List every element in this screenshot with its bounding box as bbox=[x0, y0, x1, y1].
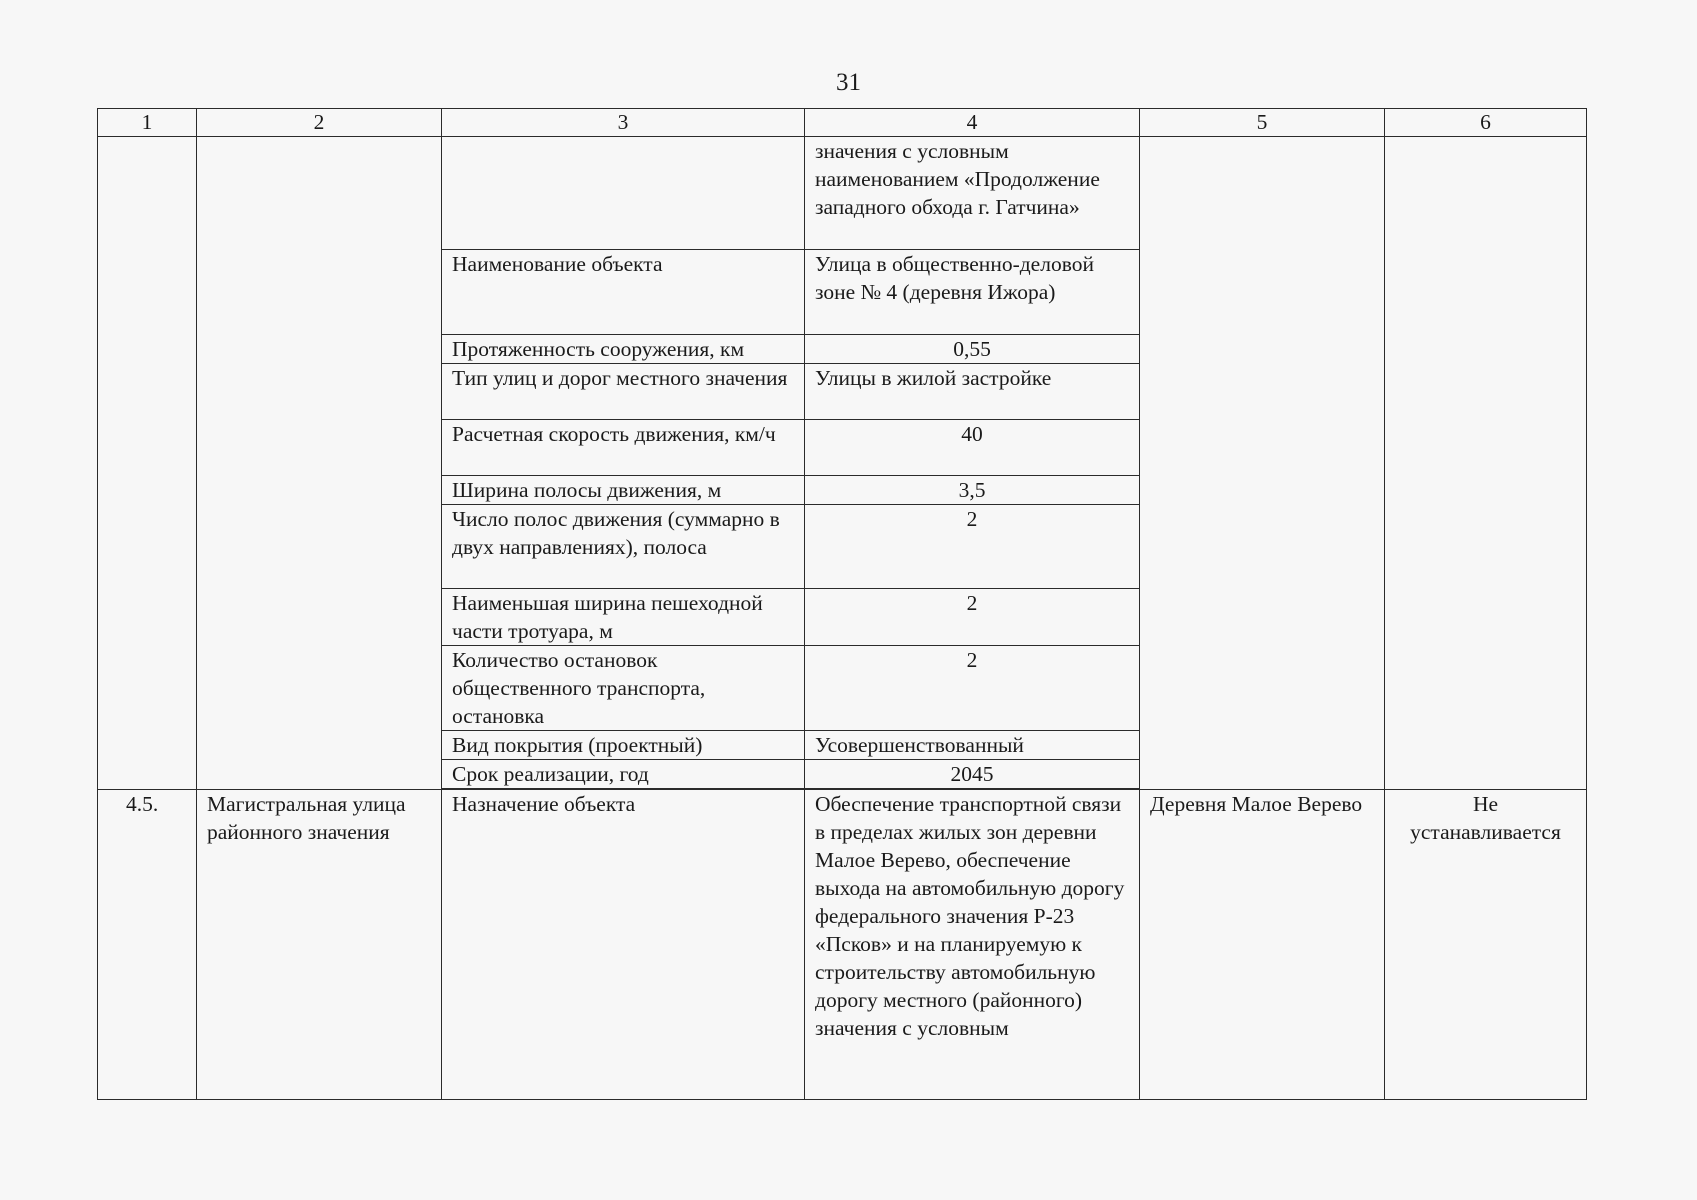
column-header-1: 1 bbox=[98, 109, 197, 137]
cell-param-empty bbox=[442, 137, 805, 250]
column-header-3: 3 bbox=[442, 109, 805, 137]
cell-zones-empty bbox=[1385, 137, 1587, 790]
param-value: 2 bbox=[805, 646, 1140, 731]
param-label: Срок реализации, год bbox=[442, 760, 805, 789]
param-label: Наименование объекта bbox=[442, 250, 805, 335]
entry-location: Деревня Малое Верево bbox=[1140, 790, 1385, 1100]
table-row-entry-4-5 bbox=[98, 790, 1587, 1100]
param-value: Улица в общественно-деловой зоне № 4 (деревня Ижора) bbox=[805, 250, 1140, 335]
cell-location-empty bbox=[1140, 137, 1385, 790]
param-value: 0,55 bbox=[805, 335, 1140, 364]
cell-name-empty bbox=[197, 137, 442, 790]
param-label: Назначение объекта bbox=[442, 790, 805, 1100]
table-row bbox=[98, 137, 1587, 250]
cell-param-continuation: значения с условным наименованием «Продолжение западного обхода г. Гатчина» bbox=[805, 137, 1140, 250]
param-label: Вид покрытия (проектный) bbox=[442, 731, 805, 760]
param-label: Тип улиц и дорог местного значения bbox=[442, 364, 805, 420]
param-label: Количество остановок общественного транспорта, остановка bbox=[442, 646, 805, 731]
param-label: Протяженность сооружения, км bbox=[442, 335, 805, 364]
param-value: 2 bbox=[805, 505, 1140, 589]
param-value: 2 bbox=[805, 589, 1140, 646]
entry-zones: Не устанавливается bbox=[1385, 790, 1587, 1100]
param-value: 3,5 bbox=[805, 476, 1140, 505]
page-number: 31 bbox=[836, 69, 861, 96]
entry-number: 4.5. bbox=[98, 790, 197, 1100]
param-label: Ширина полосы движения, м bbox=[442, 476, 805, 505]
column-header-5: 5 bbox=[1140, 109, 1385, 137]
param-value: Усовершенствованный bbox=[805, 731, 1140, 760]
param-label: Расчетная скорость движения, км/ч bbox=[442, 420, 805, 476]
param-value: 40 bbox=[805, 420, 1140, 476]
column-header-4: 4 bbox=[805, 109, 1140, 137]
entry-name: Магистральная улица районного значения bbox=[197, 790, 442, 1100]
column-header-6: 6 bbox=[1385, 109, 1587, 137]
param-label: Наименьшая ширина пешеходной части тротуара, м bbox=[442, 589, 805, 646]
param-value: 2045 bbox=[805, 760, 1140, 789]
column-number-row bbox=[98, 109, 1587, 137]
document-table bbox=[97, 108, 1587, 1100]
param-label: Число полос движения (суммарно в двух направлениях), полоса bbox=[442, 505, 805, 589]
cell-number-empty bbox=[98, 137, 197, 790]
column-header-2: 2 bbox=[197, 109, 442, 137]
param-value: Улицы в жилой застройке bbox=[805, 364, 1140, 420]
param-value: Обеспечение транспортной связи в пределах жилых зон деревни Малое Верево, обеспечение выхода на автомобильную дорогу федерального значения Р-23 «Псков» и на планируемую к строительству автомобильную дорогу местного (районного) значения с условным bbox=[805, 790, 1140, 1100]
